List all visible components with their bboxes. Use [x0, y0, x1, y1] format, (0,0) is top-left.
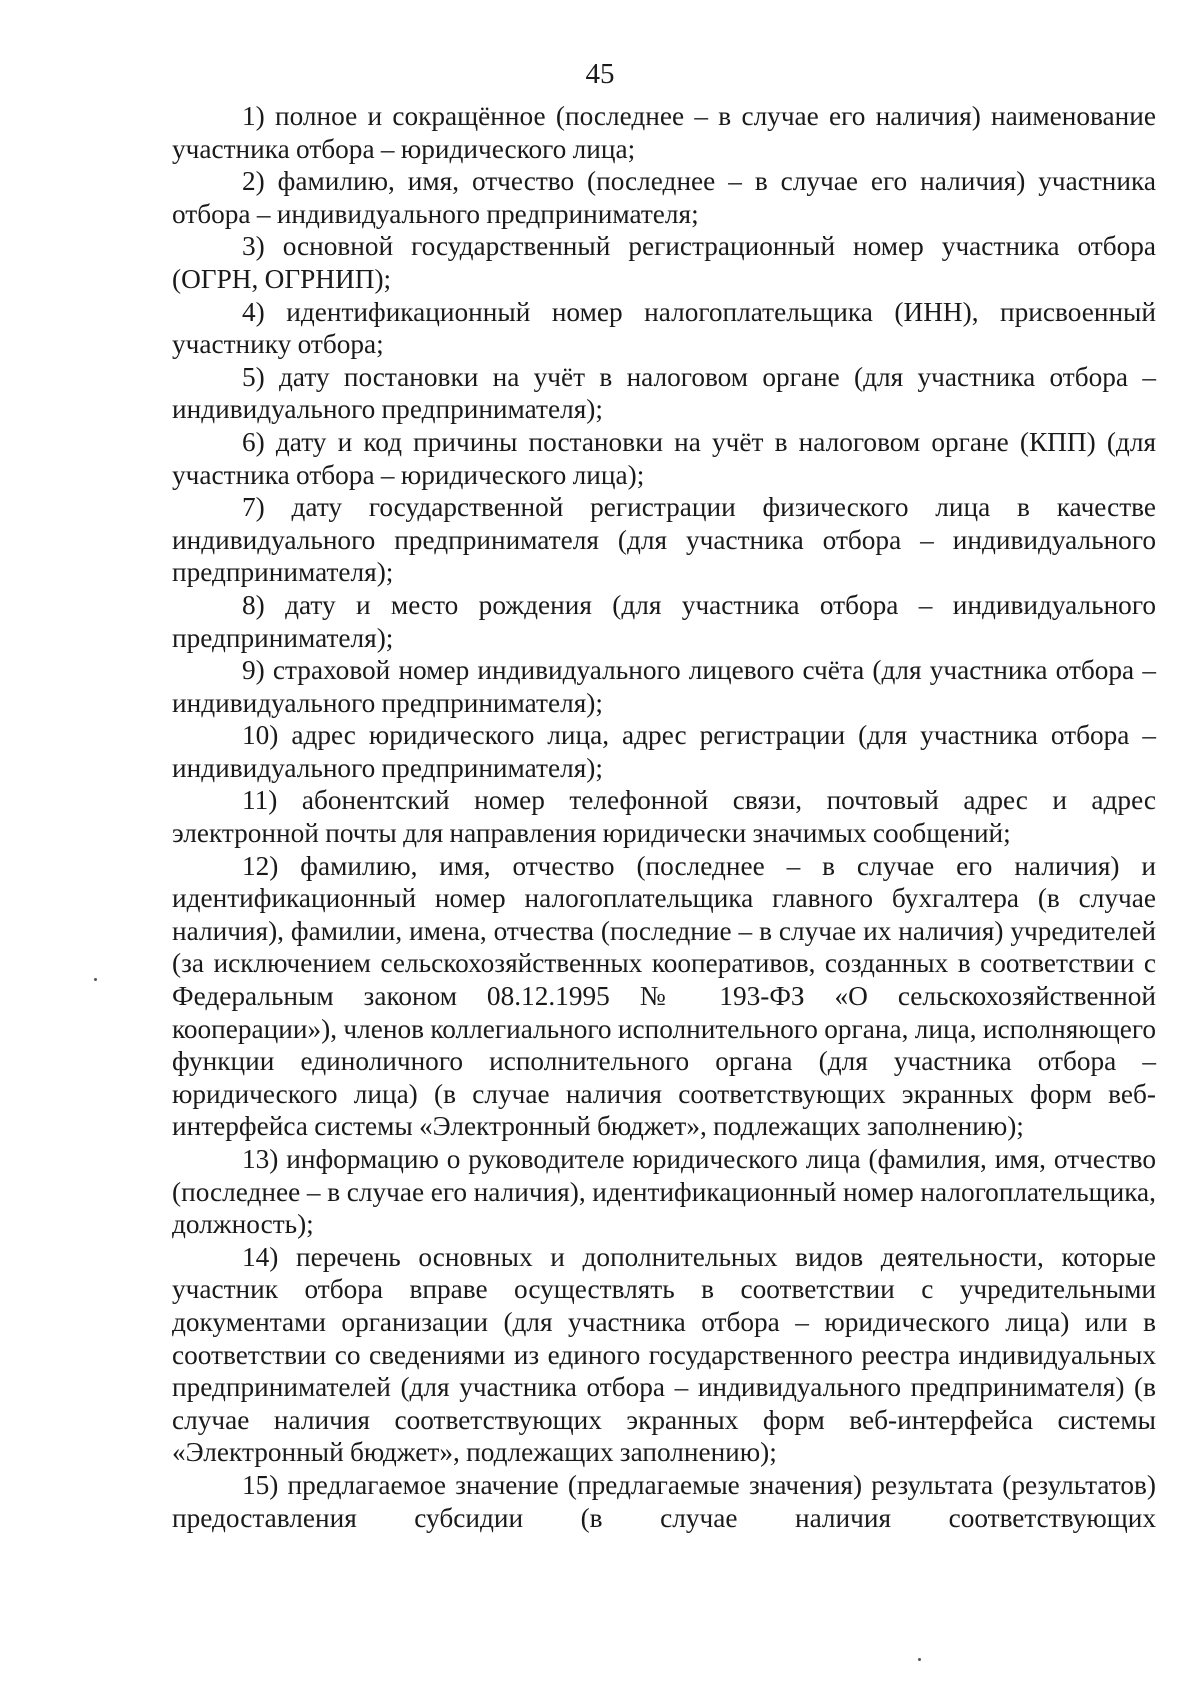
scan-speck — [918, 1658, 921, 1661]
list-item-4: 4) идентификационный номер налогоплательщика (ИНН), присвоенный участнику отбора; — [172, 296, 1156, 360]
list-item-11: 11) абонентский номер телефонной связи, почтовый адрес и адрес электронной почты для направления юридически значимых сообщений; — [172, 785, 1156, 849]
page-number: 45 — [585, 58, 615, 90]
list-item-3: 3) основной государственный регистрационный номер участника отбора (ОГРН, ОГРНИП); — [172, 231, 1156, 294]
list-item-12: 12) фамилию, имя, отчество (последнее – в случае его наличия) и идентификационный номер налогоплательщика главного бухгалтера (в случае наличия), фамилии, имена, отчества (последние – в случае их наличия) учредителей (за исключением сельскохозяйственных кооперативов, созданных в соответствии с Федеральным законом 08.12.1995 № 193-ФЗ «О сельскохозяйственной кооперации»), членов коллегиального исполнительного органа, лица, исполняющего функции единоличного исполнительного органа (для участника отбора – юридического лица) (в случае наличия соответствующих экранных форм веб-интерфейса системы «Электронный бюджет», подлежащих заполнению); — [172, 850, 1156, 1142]
list-item-6: 6) дату и код причины постановки на учёт в налоговом органе (КПП) (для участника отбора – юридического лица); — [172, 426, 1156, 490]
list-item-10: 10) адрес юридического лица, адрес регистрации (для участника отбора – индивидуального предпринимателя); — [172, 720, 1156, 783]
list-item-9: 9) страховой номер индивидуального лицевого счёта (для участника отбора – индивидуального предпринимателя); — [172, 655, 1156, 718]
list-item-5: 5) дату постановки на учёт в налоговом органе (для участника отбора – индивидуального предпринимателя); — [172, 361, 1156, 425]
list-item-1: 1) полное и сокращённое (последнее – в случае его наличия) наименование участника отбора – юридического лица; — [172, 101, 1156, 164]
document-body — [172, 100, 1156, 1534]
list-item-7: 7) дату государственной регистрации физического лица в качестве индивидуального предпринимателя (для участника отбора – индивидуального предпринимателя); — [172, 492, 1156, 588]
list-item-13: 13) информацию о руководителе юридического лица (фамилия, имя, отчество (последнее – в случае его наличия), идентификационный номер налогоплательщика, должность); — [172, 1144, 1156, 1240]
scan-speck — [94, 978, 97, 981]
list-item-15: 15) предлагаемое значение (предлагаемые значения) результата (результатов) предоставления субсидии (в случае наличия соответствующих — [172, 1469, 1156, 1533]
list-item-14: 14) перечень основных и дополнительных видов деятельности, которые участник отбора вправе осуществлять в соответствии с учредительными документами организации (для участника отбора – юридического лица) или в соответствии со сведениями из единого государственного реестра индивидуальных предпринимателей (для участника отбора – индивидуального предпринимателя) (в случае наличия соответствующих экранных форм веб-интерфейса системы «Электронный бюджет», подлежащих заполнению); — [172, 1241, 1156, 1468]
list-item-2: 2) фамилию, имя, отчество (последнее – в случае его наличия) участника отбора – индивидуального предпринимателя; — [172, 166, 1156, 229]
list-item-8: 8) дату и место рождения (для участника отбора – индивидуального предпринимателя); — [172, 589, 1156, 653]
